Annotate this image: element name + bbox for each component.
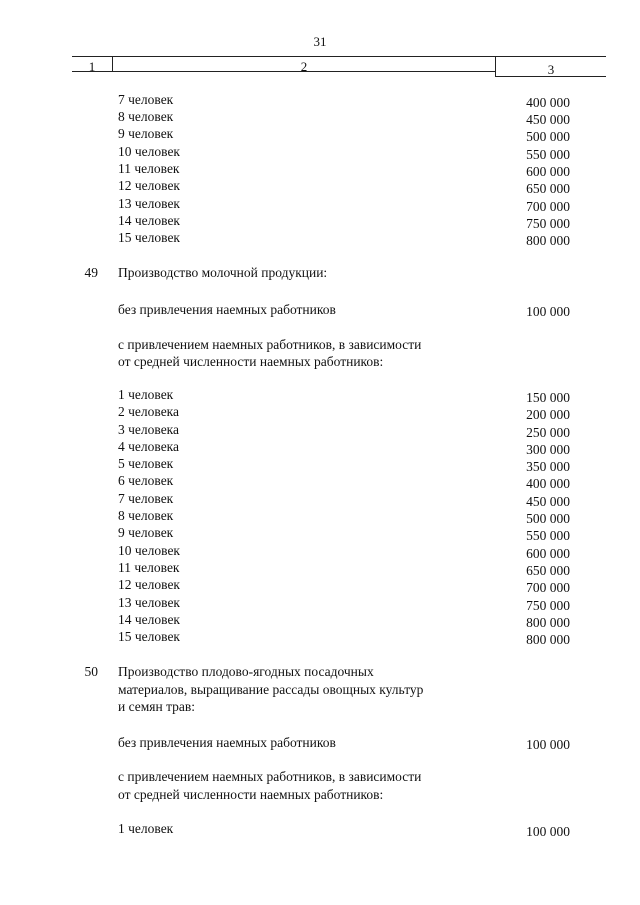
list-item-value: 700 000 — [526, 199, 570, 214]
item-number: 49 — [84, 265, 98, 280]
list-item-value: 400 000 — [526, 95, 570, 110]
list-item-value: 600 000 — [526, 164, 570, 179]
list-item-value: 450 000 — [526, 112, 570, 127]
header-col-1: 1 — [88, 59, 96, 74]
with-workers-line-2: от средней численности наемных работников: — [118, 787, 384, 802]
list-item-label: 1 человек — [118, 387, 174, 402]
list-item-label: 4 человека — [118, 439, 180, 454]
list-item-value: 300 000 — [526, 442, 570, 457]
list-item-value: 250 000 — [526, 425, 570, 440]
without-workers-label: без привлечения наемных работников — [118, 735, 336, 750]
list-item-label: 9 человек — [118, 126, 174, 141]
list-item-label: 12 человек — [118, 577, 180, 592]
item-title-line-2: материалов, выращивание рассады овощных культур — [118, 682, 424, 697]
list-item-label: 10 человек — [118, 144, 180, 159]
list-item-value: 750 000 — [526, 598, 570, 613]
list-item-value: 800 000 — [526, 233, 570, 248]
item-title: Производство молочной продукции: — [118, 265, 328, 280]
list-item-value: 500 000 — [526, 129, 570, 144]
list-item-label: 10 человек — [118, 543, 180, 558]
list-item-value: 500 000 — [526, 511, 570, 526]
without-workers-value: 100 000 — [526, 737, 570, 752]
list-item-value: 650 000 — [526, 181, 570, 196]
header-col-2: 2 — [300, 59, 308, 74]
list-item-value: 750 000 — [526, 216, 570, 231]
list-item-value: 700 000 — [526, 580, 570, 595]
item-title-line-3: и семян трав: — [118, 699, 196, 714]
page-number: 31 — [313, 34, 327, 49]
list-item-value: 600 000 — [526, 546, 570, 561]
list-item-value: 400 000 — [526, 476, 570, 491]
list-item-label: 9 человек — [118, 525, 174, 540]
list-item-label: 11 человек — [118, 161, 180, 176]
list-item-label: 14 человек — [118, 213, 180, 228]
list-item-value: 450 000 — [526, 494, 570, 509]
list-item-label: 7 человек — [118, 92, 174, 107]
list-item-label: 1 человек — [118, 821, 174, 836]
without-workers-label: без привлечения наемных работников — [118, 302, 336, 317]
list-item-label: 7 человек — [118, 491, 174, 506]
list-item-label: 15 человек — [118, 629, 180, 644]
list-item-value: 650 000 — [526, 563, 570, 578]
list-item-label: 15 человек — [118, 230, 180, 245]
item-title-line-1: Производство плодово-ягодных посадочных — [118, 664, 374, 679]
header-col-3: 3 — [547, 62, 555, 77]
header-top-line — [72, 56, 606, 57]
list-item-label: 5 человек — [118, 456, 174, 471]
list-item-value: 150 000 — [526, 390, 570, 405]
list-item-value: 550 000 — [526, 147, 570, 162]
list-item-value: 550 000 — [526, 528, 570, 543]
list-item-label: 11 человек — [118, 560, 180, 575]
list-item-value: 800 000 — [526, 615, 570, 630]
list-item-label: 14 человек — [118, 612, 180, 627]
list-item-label: 6 человек — [118, 473, 174, 488]
with-workers-line-1: с привлечением наемных работников, в зависимости — [118, 769, 422, 784]
item-number: 50 — [84, 664, 98, 679]
without-workers-value: 100 000 — [526, 304, 570, 319]
list-item-value: 800 000 — [526, 632, 570, 647]
list-item-label: 2 человека — [118, 404, 180, 419]
list-item-label: 3 человека — [118, 422, 180, 437]
list-item-label: 8 человек — [118, 508, 174, 523]
list-item-value: 350 000 — [526, 459, 570, 474]
with-workers-line-2: от средней численности наемных работников: — [118, 354, 384, 369]
list-item-label: 12 человек — [118, 178, 180, 193]
list-item-label: 13 человек — [118, 196, 180, 211]
list-item-label: 8 человек — [118, 109, 174, 124]
with-workers-line-1: с привлечением наемных работников, в зависимости — [118, 337, 422, 352]
list-item-label: 13 человек — [118, 595, 180, 610]
list-item-value: 200 000 — [526, 407, 570, 422]
list-item-value: 100 000 — [526, 824, 570, 839]
